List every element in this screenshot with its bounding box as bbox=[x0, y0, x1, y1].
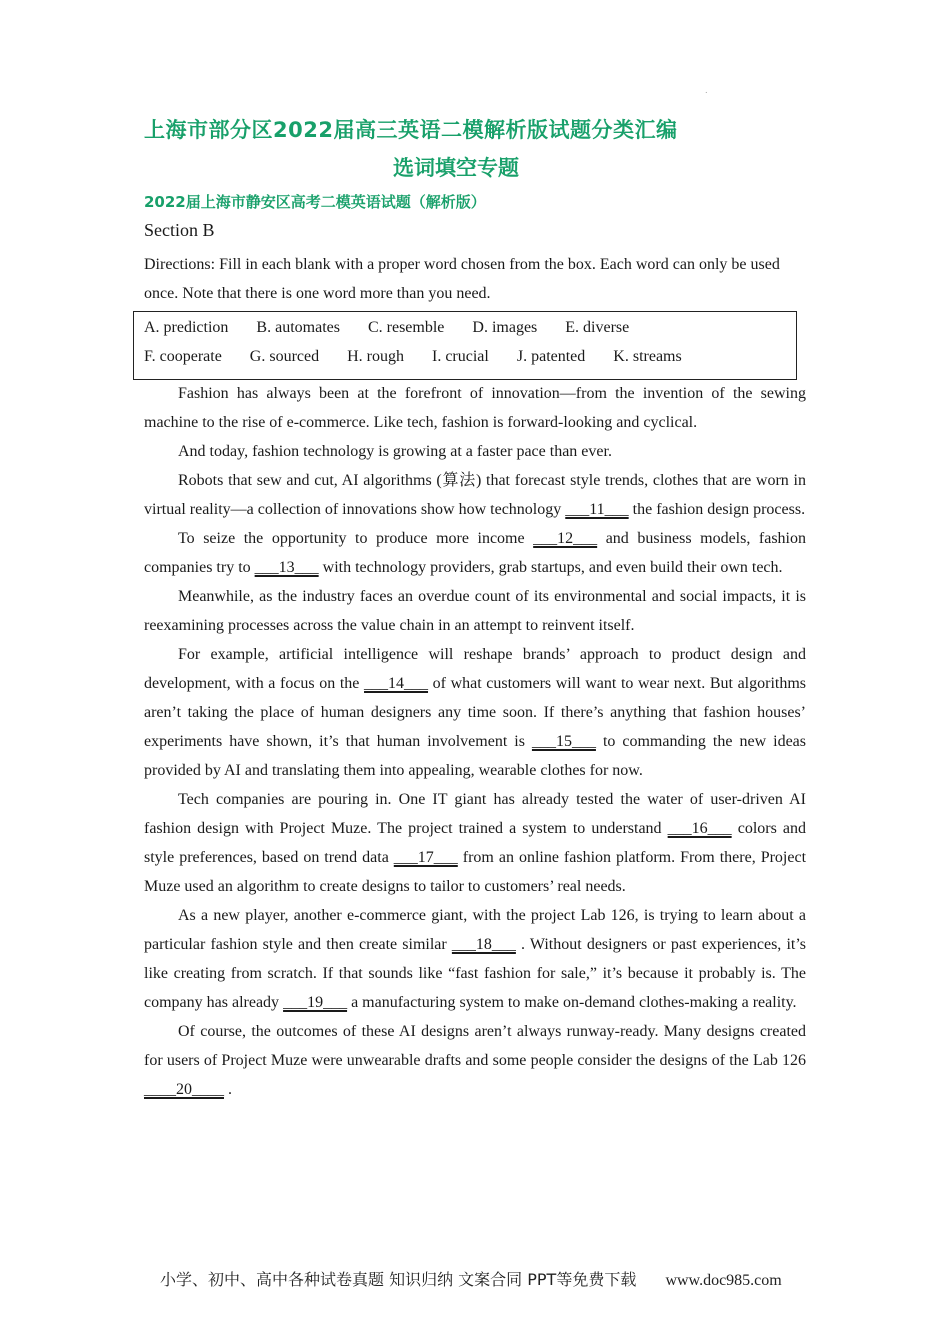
word-option: E. diverse bbox=[565, 319, 630, 336]
blank-20: ____20____ bbox=[144, 1081, 224, 1098]
exam-title: 2022届上海市静安区高考二模英语试题（解析版） bbox=[144, 193, 486, 211]
paragraph-9 bbox=[144, 1017, 806, 1104]
blank-13: ___13___ bbox=[254, 559, 319, 576]
paragraph-1: Fashion has always been at the forefront of innovation—from the invention of the sewing machine to the rise of e-commerce. Like tech, fashion is forward-looking and cyclical. bbox=[144, 385, 806, 431]
footer-text: 小学、初中、高中各种试卷真题 知识归纳 文案合同 PPT等免费下载 bbox=[160, 1270, 637, 1289]
text-run: from an online fashion platform. From there, Project Muze used an algorithm to create designs to tailor to customers’ real needs. bbox=[144, 849, 807, 895]
footer-link[interactable]: www.doc985.com bbox=[665, 1272, 782, 1289]
document-subtitle: 选词填空专题 bbox=[393, 156, 519, 180]
word-bank-box bbox=[133, 311, 797, 380]
text-run: . bbox=[224, 1081, 232, 1098]
text-run: To seize the opportunity to produce more income bbox=[178, 530, 534, 547]
document-title: 上海市部分区2022届高三英语二模解析版试题分类汇编 bbox=[144, 118, 678, 142]
word-option: H. rough bbox=[347, 348, 404, 365]
word-bank-row bbox=[144, 319, 653, 337]
word-bank-row bbox=[144, 348, 706, 366]
text-run: a manufacturing system to make on-demand clothes-making a reality. bbox=[347, 994, 797, 1011]
corner-mark: . bbox=[705, 86, 708, 95]
paragraph-8 bbox=[144, 901, 806, 1017]
word-option: C. resemble bbox=[367, 319, 445, 336]
text-run: colors and style preferences, based on trend data bbox=[144, 820, 806, 866]
text-run: Tech companies are pouring in. One IT giant has already tested the water of user-driven AI fashion design with Project Muze. The project trained a system to understand bbox=[144, 791, 806, 837]
word-option: I. crucial bbox=[432, 348, 489, 365]
blank-16: ___16___ bbox=[667, 820, 732, 837]
word-option: G. sourced bbox=[249, 348, 320, 365]
blank-12: ___12___ bbox=[533, 530, 598, 547]
paragraph-7 bbox=[144, 785, 806, 901]
blank-19: ___19___ bbox=[283, 994, 348, 1011]
section-heading: Section B bbox=[144, 220, 215, 240]
word-option: D. images bbox=[472, 319, 538, 336]
blank-18: ___18___ bbox=[451, 936, 516, 953]
text-run: with technology providers, grab startups, and even build their own tech. bbox=[318, 559, 783, 576]
text-run: As a new player, another e-commerce giant, with the project Lab 126, is trying to learn about a particular fashion style and then create similar bbox=[144, 907, 806, 953]
paragraph-4 bbox=[144, 524, 806, 582]
word-option: A. prediction bbox=[144, 319, 229, 336]
paragraph-6 bbox=[144, 640, 806, 785]
word-option: K. streams bbox=[613, 348, 682, 365]
word-option: F. cooperate bbox=[144, 348, 222, 365]
paragraph-5: Meanwhile, as the industry faces an overdue count of its environmental and social impacts, it is reexamining processes across the value chain in an attempt to reinvent itself. bbox=[144, 588, 806, 634]
blank-14: ___14___ bbox=[364, 675, 429, 692]
paragraph-2: And today, fashion technology is growing at a faster pace than ever. bbox=[178, 443, 612, 460]
blank-17: ___17___ bbox=[393, 849, 458, 866]
text-run: . Without designers or past experiences, it’s like creating from scratch. If that sounds like “fast fashion for sale,” it’s because it probably is. The company has already bbox=[144, 936, 807, 1011]
text-run: to commanding the new ideas provided by AI and translating them into appealing, wearable clothes for now. bbox=[144, 733, 806, 779]
page-footer bbox=[160, 1267, 782, 1290]
directions-text: Directions: Fill in each blank with a proper word chosen from the box. Each word can only be used once. Note that there is one word more than you need. bbox=[144, 256, 780, 302]
word-option: B. automates bbox=[256, 319, 340, 336]
word-option: J. patented bbox=[516, 348, 586, 365]
text-run: and business models, fashion companies try to bbox=[144, 530, 806, 576]
text-run: For example, artificial intelligence will reshape brands’ approach to product design and development, with a focus on the bbox=[144, 646, 806, 692]
blank-15: ___15___ bbox=[531, 733, 596, 750]
text-run: the fashion design process. bbox=[628, 501, 806, 518]
paragraph-3 bbox=[144, 466, 806, 524]
text-run: Robots that sew and cut, AI algorithms (算法) that forecast style trends, clothes that are worn in virtual reality—a collection of innovations show how technology bbox=[144, 472, 806, 518]
text-run: of what customers will want to wear next. But algorithms aren’t taking the place of human designers any time soon. If there’s anything that fashion houses’ experiments have shown, it’s that human involvement is bbox=[144, 675, 807, 750]
text-run: Of course, the outcomes of these AI designs aren’t always runway-ready. Many designs created for users of Project Muze were unwearable drafts and some people consider the designs of the Lab 126 bbox=[144, 1023, 806, 1069]
blank-11: ___11___ bbox=[565, 501, 629, 518]
article-body bbox=[144, 379, 806, 1104]
